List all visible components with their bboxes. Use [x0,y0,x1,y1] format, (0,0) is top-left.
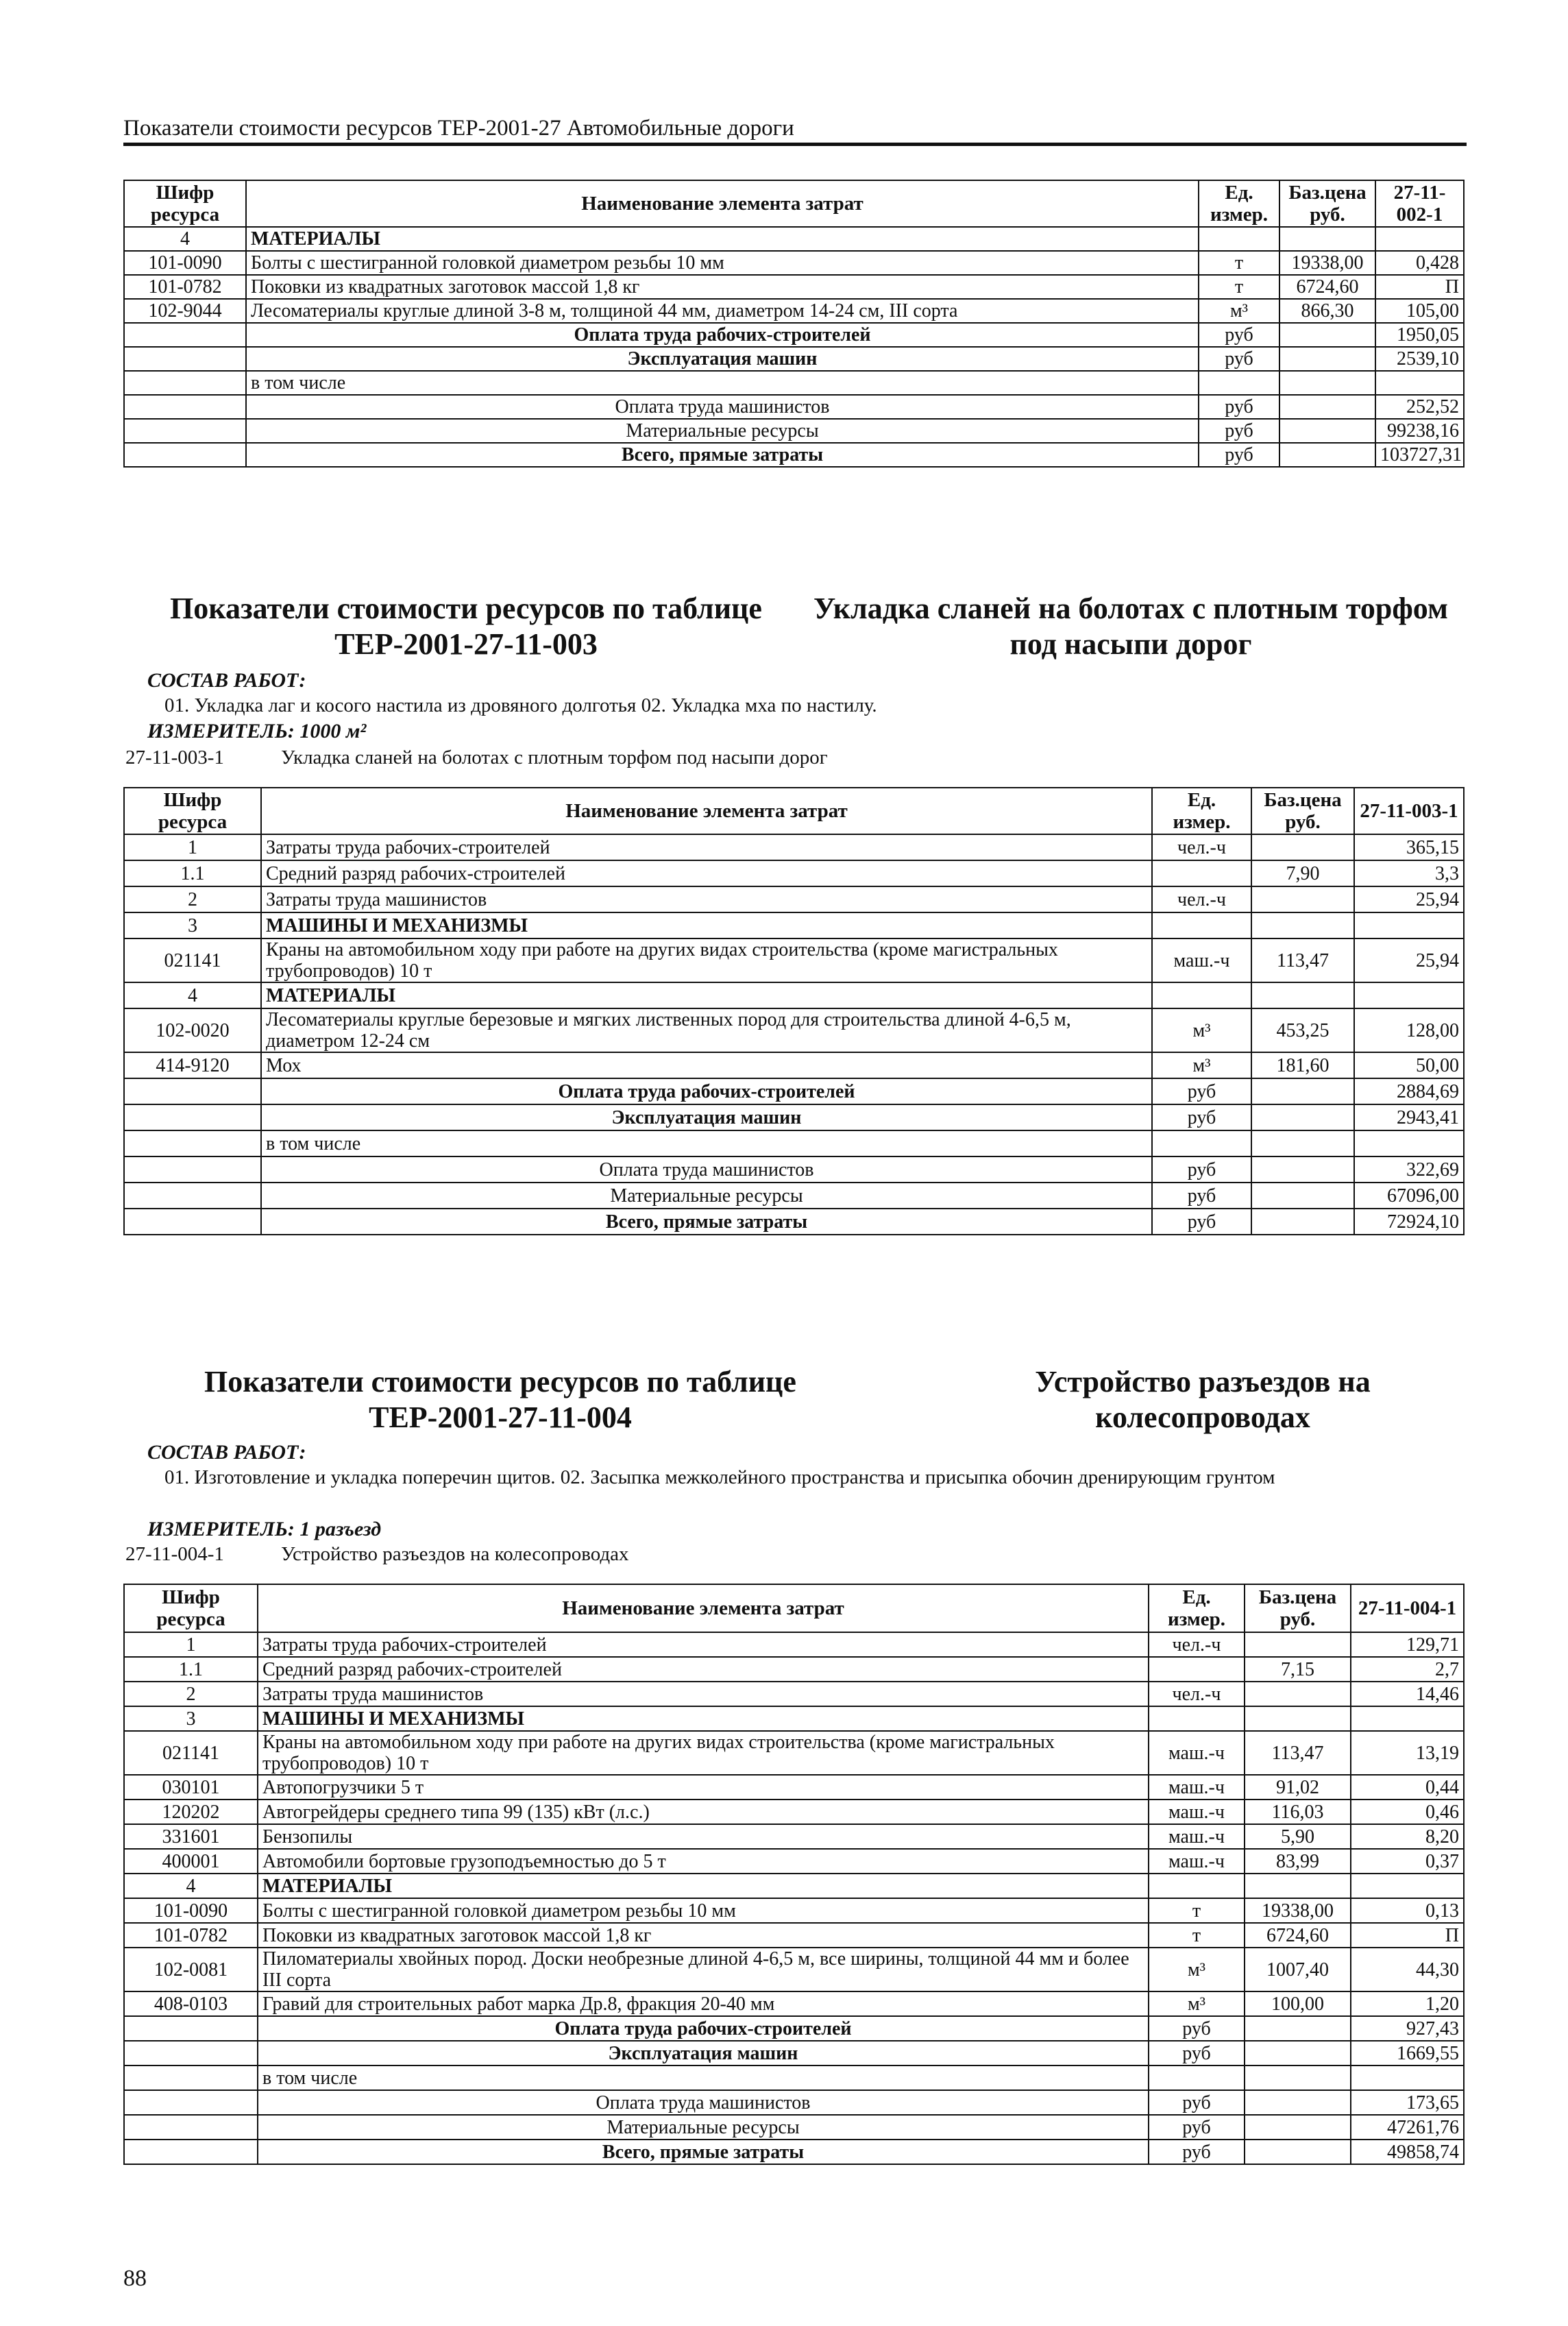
table-row [124,1052,1464,1078]
cell-price [1251,886,1354,912]
cell-unit [1149,1657,1245,1682]
cell-value: 322,69 [1354,1156,1464,1183]
cell-value [1354,982,1464,1008]
cell-value: 173,65 [1351,2090,1464,2115]
cell-value: 2943,41 [1354,1104,1464,1130]
cell-unit: т [1199,275,1279,299]
cell-price [1279,347,1375,371]
cell-name: Всего, прямые затраты [258,2140,1149,2164]
cell-code [124,395,246,419]
table-row [124,2065,1464,2090]
cell-name: Оплата труда машинистов [246,395,1199,419]
cell-name: Материальные ресурсы [246,419,1199,443]
page-header: Показатели стоимости ресурсов ТЕР-2001-27 Автомобильные дороги [123,115,1467,146]
cell-name: МАТЕРИАЛЫ [246,227,1199,251]
section-2-title: Показатели стоимости ресурсов по таблице ТЕР-2001-27-11-003 [170,592,762,661]
cell-value [1354,1130,1464,1156]
cell-unit: чел.-ч [1149,1632,1245,1657]
cell-unit: м³ [1152,1008,1251,1052]
cell-value [1375,371,1464,395]
cell-name: Затраты труда рабочих-строителей [261,834,1152,860]
cell-unit: руб [1149,2041,1245,2065]
cell-unit: м³ [1149,1948,1245,1991]
cell-unit: маш.-ч [1149,1775,1245,1800]
cell-unit: руб [1152,1183,1251,1209]
cell-value: 49858,74 [1351,2140,1464,2164]
cell-name: в том числе [246,371,1199,395]
cell-code: 3 [124,912,261,938]
col-unit-header: Ед. измер. [1199,180,1279,227]
table-row [124,323,1464,347]
cell-unit: маш.-ч [1149,1824,1245,1849]
table-row [124,227,1464,251]
cell-code [124,1078,261,1104]
cell-value: П [1375,275,1464,299]
cell-unit: чел.-ч [1152,834,1251,860]
cell-price [1245,2016,1351,2041]
cell-price [1245,2115,1351,2140]
cell-unit: руб [1152,1209,1251,1235]
section-2-sostav-label: СОСТАВ РАБОТ: [147,669,306,692]
cell-price: 113,47 [1245,1731,1351,1775]
cell-price [1251,1209,1354,1235]
table-row [124,1731,1464,1775]
cell-value: 8,20 [1351,1824,1464,1849]
cell-code [124,323,246,347]
table-row [124,395,1464,419]
cell-name: Оплата труда машинистов [258,2090,1149,2115]
table-row [124,982,1464,1008]
cell-price: 7,15 [1245,1657,1351,1682]
cell-code [124,419,246,443]
cell-value [1375,227,1464,251]
cell-name: Всего, прямые затраты [246,443,1199,467]
cell-price: 19338,00 [1245,1898,1351,1923]
cell-price [1245,1874,1351,1898]
cell-price [1251,1130,1354,1156]
cell-unit: руб [1152,1156,1251,1183]
cell-code: 3 [124,1706,258,1731]
cell-value: 67096,00 [1354,1183,1464,1209]
table-row [124,1183,1464,1209]
col-norm-header: 27-11-004-1 [1351,1584,1464,1632]
cell-name: Мох [261,1052,1152,1078]
cell-name: Краны на автомобильном ходу при работе на других видах строительства (кроме магистральных трубопроводов) 10 т [258,1731,1149,1775]
cell-code: 120202 [124,1800,258,1824]
section-3-sostav-text: 01. Изготовление и укладка поперечин щитов. 02. Засыпка межколейного пространства и присыпка обочин дренирующим грунтом [164,1466,1275,1488]
cell-name: Лесоматериалы круглые березовые и мягких лиственных пород для строительства длиной 4-6,5 м, диаметром 12-24 см [261,1008,1152,1052]
table-row [124,299,1464,323]
cell-price: 5,90 [1245,1824,1351,1849]
cell-price: 100,00 [1245,1991,1351,2016]
table-row [124,275,1464,299]
cell-value: 105,00 [1375,299,1464,323]
table-row [124,1657,1464,1682]
table-row [124,1849,1464,1874]
cell-code [124,1183,261,1209]
cell-value [1354,912,1464,938]
cell-price [1245,1632,1351,1657]
cell-price: 181,60 [1251,1052,1354,1078]
table-row [124,1874,1464,1898]
table-row [124,1008,1464,1052]
table-row [124,860,1464,886]
cell-code [124,2065,258,2090]
cell-name: Поковки из квадратных заготовок массой 1,8 кг [246,275,1199,299]
cell-unit: руб [1149,2016,1245,2041]
cell-name: Всего, прямые затраты [261,1209,1152,1235]
cell-price: 1007,40 [1245,1948,1351,1991]
cell-unit: м³ [1149,1991,1245,2016]
cell-code: 400001 [124,1849,258,1874]
table-row [124,1991,1464,2016]
cell-name: Бензопилы [258,1824,1149,1849]
cell-unit: т [1149,1898,1245,1923]
cell-name: Лесоматериалы круглые длиной 3-8 м, толщиной 44 мм, диаметром 14-24 см, III сорта [246,299,1199,323]
table-row [124,2016,1464,2041]
cell-value: 72924,10 [1354,1209,1464,1235]
cell-value: 0,44 [1351,1775,1464,1800]
cell-value: 50,00 [1354,1052,1464,1078]
cell-code: 021141 [124,938,261,982]
section-2-sostav-text: 01. Укладка лаг и косого настила из дровяного долготья 02. Укладка мха по настилу. [164,694,877,716]
cell-code: 1 [124,834,261,860]
cell-price: 7,90 [1251,860,1354,886]
resource-table-3 [123,1584,1465,2165]
cell-value: 0,37 [1351,1849,1464,1874]
cell-unit [1199,371,1279,395]
cell-value: 103727,31 [1375,443,1464,467]
col-norm-header: 27-11-003-1 [1354,788,1464,834]
cell-name: Гравий для строительных работ марка Др.8, фракция 20-40 мм [258,1991,1149,2016]
cell-value [1351,1706,1464,1731]
col-code-header: Шифр ресурса [124,180,246,227]
cell-code [124,1130,261,1156]
cell-price [1251,1183,1354,1209]
cell-unit: руб [1152,1104,1251,1130]
cell-value: 2,7 [1351,1657,1464,1682]
cell-unit: руб [1199,395,1279,419]
cell-code [124,2041,258,2065]
table-row [124,1156,1464,1183]
table-row [124,1632,1464,1657]
cell-value: 99238,16 [1375,419,1464,443]
cell-code [124,1104,261,1130]
cell-name: Оплата труда рабочих-строителей [261,1078,1152,1104]
cell-price [1251,912,1354,938]
col-name-header: Наименование элемента затрат [258,1584,1149,1632]
cell-price: 6724,60 [1279,275,1375,299]
cell-code [124,2016,258,2041]
cell-name: Эксплуатация машин [261,1104,1152,1130]
cell-code: 408-0103 [124,1991,258,2016]
cell-value: П [1351,1923,1464,1948]
cell-value [1351,2065,1464,2090]
col-price-header: Баз.цена руб. [1251,788,1354,834]
cell-unit: руб [1199,419,1279,443]
cell-value: 14,46 [1351,1682,1464,1706]
cell-value: 365,15 [1354,834,1464,860]
cell-unit [1152,1130,1251,1156]
cell-unit: маш.-ч [1149,1849,1245,1874]
cell-code: 4 [124,227,246,251]
col-price-header: Баз.цена руб. [1279,180,1375,227]
section-3-sostav-label: СОСТАВ РАБОТ: [147,1441,306,1464]
table-row [124,2115,1464,2140]
cell-price [1251,1078,1354,1104]
table-row [124,443,1464,467]
cell-price [1279,419,1375,443]
cell-code: 2 [124,1682,258,1706]
cell-code: 2 [124,886,261,912]
table-row [124,1948,1464,1991]
cell-price [1245,2090,1351,2115]
table-row [124,1800,1464,1824]
cell-code [124,2115,258,2140]
cell-price: 19338,00 [1279,251,1375,275]
cell-name: Средний разряд рабочих-строителей [258,1657,1149,1682]
table-row [124,1706,1464,1731]
cell-price [1251,1156,1354,1183]
cell-value: 0,428 [1375,251,1464,275]
col-code-header: Шифр ресурса [124,1584,258,1632]
cell-unit: руб [1149,2090,1245,2115]
cell-value: 1,20 [1351,1991,1464,2016]
cell-code: 1.1 [124,860,261,886]
cell-code: 4 [124,982,261,1008]
cell-value: 252,52 [1375,395,1464,419]
cell-name: в том числе [258,2065,1149,2090]
cell-name: Средний разряд рабочих-строителей [261,860,1152,886]
table-row [124,886,1464,912]
page-number: 88 [123,2266,147,2291]
table-row [124,1682,1464,1706]
cell-price [1251,834,1354,860]
col-norm-header: 27-11-002-1 [1375,180,1464,227]
col-name-header: Наименование элемента затрат [261,788,1152,834]
table-row [124,938,1464,982]
cell-code: 030101 [124,1775,258,1800]
cell-unit [1149,1874,1245,1898]
cell-name: Оплата труда рабочих-строителей [246,323,1199,347]
cell-name: Эксплуатация машин [258,2041,1149,2065]
cell-unit: руб [1152,1078,1251,1104]
cell-code: 102-9044 [124,299,246,323]
cell-unit [1152,982,1251,1008]
cell-price [1251,982,1354,1008]
cell-unit [1152,912,1251,938]
cell-price [1279,443,1375,467]
cell-unit [1199,227,1279,251]
cell-unit: т [1199,251,1279,275]
section-3-measure: ИЗМЕРИТЕЛЬ: 1 разъезд [147,1518,382,1540]
cell-value: 927,43 [1351,2016,1464,2041]
cell-name: Поковки из квадратных заготовок массой 1,8 кг [258,1923,1149,1948]
cell-name: Оплата труда рабочих-строителей [258,2016,1149,2041]
cell-unit: руб [1199,347,1279,371]
cell-name: Эксплуатация машин [246,347,1199,371]
section-2-measure: ИЗМЕРИТЕЛЬ: 1000 м² [147,720,367,742]
cell-value: 128,00 [1354,1008,1464,1052]
cell-price [1245,2140,1351,2164]
section-2-norm-code: 27-11-003-1 [125,747,224,768]
table-row [124,912,1464,938]
section-3-title: Показатели стоимости ресурсов по таблице ТЕР-2001-27-11-004 [204,1365,796,1434]
cell-value: 25,94 [1354,886,1464,912]
col-price-header: Баз.цена руб. [1245,1584,1351,1632]
cell-price [1279,323,1375,347]
cell-code: 331601 [124,1824,258,1849]
cell-name: МАШИНЫ И МЕХАНИЗМЫ [261,912,1152,938]
cell-code [124,1209,261,1235]
cell-value: 44,30 [1351,1948,1464,1991]
cell-price: 83,99 [1245,1849,1351,1874]
table-row [124,2140,1464,2164]
cell-name: Оплата труда машинистов [261,1156,1152,1183]
cell-price [1279,395,1375,419]
section-3-norm-code: 27-11-004-1 [125,1543,224,1565]
section-2-norm-name: Укладка сланей на болотах с плотным торфом под насыпи дорог [281,747,828,768]
cell-code: 101-0782 [124,275,246,299]
cell-value: 129,71 [1351,1632,1464,1657]
section-2-subtitle: Укладка сланей на болотах с плотным торфом под насыпи дорог [813,592,1448,661]
cell-price: 91,02 [1245,1775,1351,1800]
cell-code [124,371,246,395]
cell-value: 13,19 [1351,1731,1464,1775]
cell-name: Автогрейдеры среднего типа 99 (135) кВт (л.с.) [258,1800,1149,1824]
cell-code: 4 [124,1874,258,1898]
cell-unit: руб [1149,2115,1245,2140]
cell-code [124,443,246,467]
cell-name: Материальные ресурсы [261,1183,1152,1209]
cell-value [1351,1874,1464,1898]
cell-name: Пиломатериалы хвойных пород. Доски необрезные длиной 4-6,5 м, все ширины, толщиной 44 мм и более III сорта [258,1948,1149,1991]
table-row [124,419,1464,443]
cell-code: 101-0090 [124,1898,258,1923]
cell-price: 866,30 [1279,299,1375,323]
cell-unit [1152,860,1251,886]
cell-price: 6724,60 [1245,1923,1351,1948]
cell-code: 102-0081 [124,1948,258,1991]
section-3-subtitle: Устройство разъездов на колесопроводах [1035,1365,1371,1434]
cell-price [1245,2065,1351,2090]
cell-value: 3,3 [1354,860,1464,886]
cell-code: 414-9120 [124,1052,261,1078]
cell-name: Материальные ресурсы [258,2115,1149,2140]
cell-price [1245,1706,1351,1731]
resource-table-2 [123,787,1465,1235]
cell-unit: руб [1199,323,1279,347]
cell-name: Краны на автомобильном ходу при работе на других видах строительства (кроме магистральных трубопроводов) 10 т [261,938,1152,982]
table-row [124,1775,1464,1800]
col-code-header: Шифр ресурса [124,788,261,834]
cell-code [124,2090,258,2115]
cell-value: 1669,55 [1351,2041,1464,2065]
cell-code: 1 [124,1632,258,1657]
resource-table-1 [123,180,1465,468]
section-3-norm-name: Устройство разъездов на колесопроводах [281,1543,629,1565]
cell-unit: руб [1149,2140,1245,2164]
table-row [124,2090,1464,2115]
cell-name: МАТЕРИАЛЫ [258,1874,1149,1898]
cell-price: 116,03 [1245,1800,1351,1824]
cell-unit [1149,2065,1245,2090]
cell-code [124,1156,261,1183]
cell-code: 102-0020 [124,1008,261,1052]
cell-name: Затраты труда машинистов [261,886,1152,912]
cell-code: 021141 [124,1731,258,1775]
cell-value: 2884,69 [1354,1078,1464,1104]
table-row [124,1104,1464,1130]
table-row [124,251,1464,275]
cell-unit: т [1149,1923,1245,1948]
table-row [124,834,1464,860]
cell-code [124,347,246,371]
cell-price: 453,25 [1251,1008,1354,1052]
cell-price [1251,1104,1354,1130]
cell-value: 1950,05 [1375,323,1464,347]
cell-value: 25,94 [1354,938,1464,982]
table-row [124,1130,1464,1156]
table-row [124,1209,1464,1235]
table-row [124,1923,1464,1948]
table-row [124,2041,1464,2065]
cell-name: Автомобили бортовые грузоподъемностью до 5 т [258,1849,1149,1874]
cell-code: 101-0782 [124,1923,258,1948]
cell-unit: м³ [1152,1052,1251,1078]
cell-price [1279,227,1375,251]
cell-name: МАШИНЫ И МЕХАНИЗМЫ [258,1706,1149,1731]
cell-price: 113,47 [1251,938,1354,982]
table-row [124,1898,1464,1923]
cell-unit: чел.-ч [1149,1682,1245,1706]
cell-name: Затраты труда машинистов [258,1682,1149,1706]
cell-code [124,2140,258,2164]
cell-price [1245,2041,1351,2065]
cell-unit [1149,1706,1245,1731]
cell-name: Болты с шестигранной головкой диаметром резьбы 10 мм [246,251,1199,275]
cell-value: 47261,76 [1351,2115,1464,2140]
table-row [124,1824,1464,1849]
cell-unit: маш.-ч [1152,938,1251,982]
cell-code: 1.1 [124,1657,258,1682]
cell-unit: маш.-ч [1149,1800,1245,1824]
cell-unit: маш.-ч [1149,1731,1245,1775]
cell-unit: м³ [1199,299,1279,323]
cell-code: 101-0090 [124,251,246,275]
cell-unit: руб [1199,443,1279,467]
cell-name: МАТЕРИАЛЫ [261,982,1152,1008]
cell-value: 2539,10 [1375,347,1464,371]
table-row [124,371,1464,395]
col-unit-header: Ед. измер. [1149,1584,1245,1632]
cell-price [1245,1682,1351,1706]
table-row [124,347,1464,371]
cell-name: в том числе [261,1130,1152,1156]
cell-value: 0,13 [1351,1898,1464,1923]
table-row [124,1078,1464,1104]
cell-price [1279,371,1375,395]
cell-name: Автопогрузчики 5 т [258,1775,1149,1800]
cell-unit: чел.-ч [1152,886,1251,912]
col-name-header: Наименование элемента затрат [246,180,1199,227]
col-unit-header: Ед. измер. [1152,788,1251,834]
cell-name: Затраты труда рабочих-строителей [258,1632,1149,1657]
cell-value: 0,46 [1351,1800,1464,1824]
cell-name: Болты с шестигранной головкой диаметром резьбы 10 мм [258,1898,1149,1923]
